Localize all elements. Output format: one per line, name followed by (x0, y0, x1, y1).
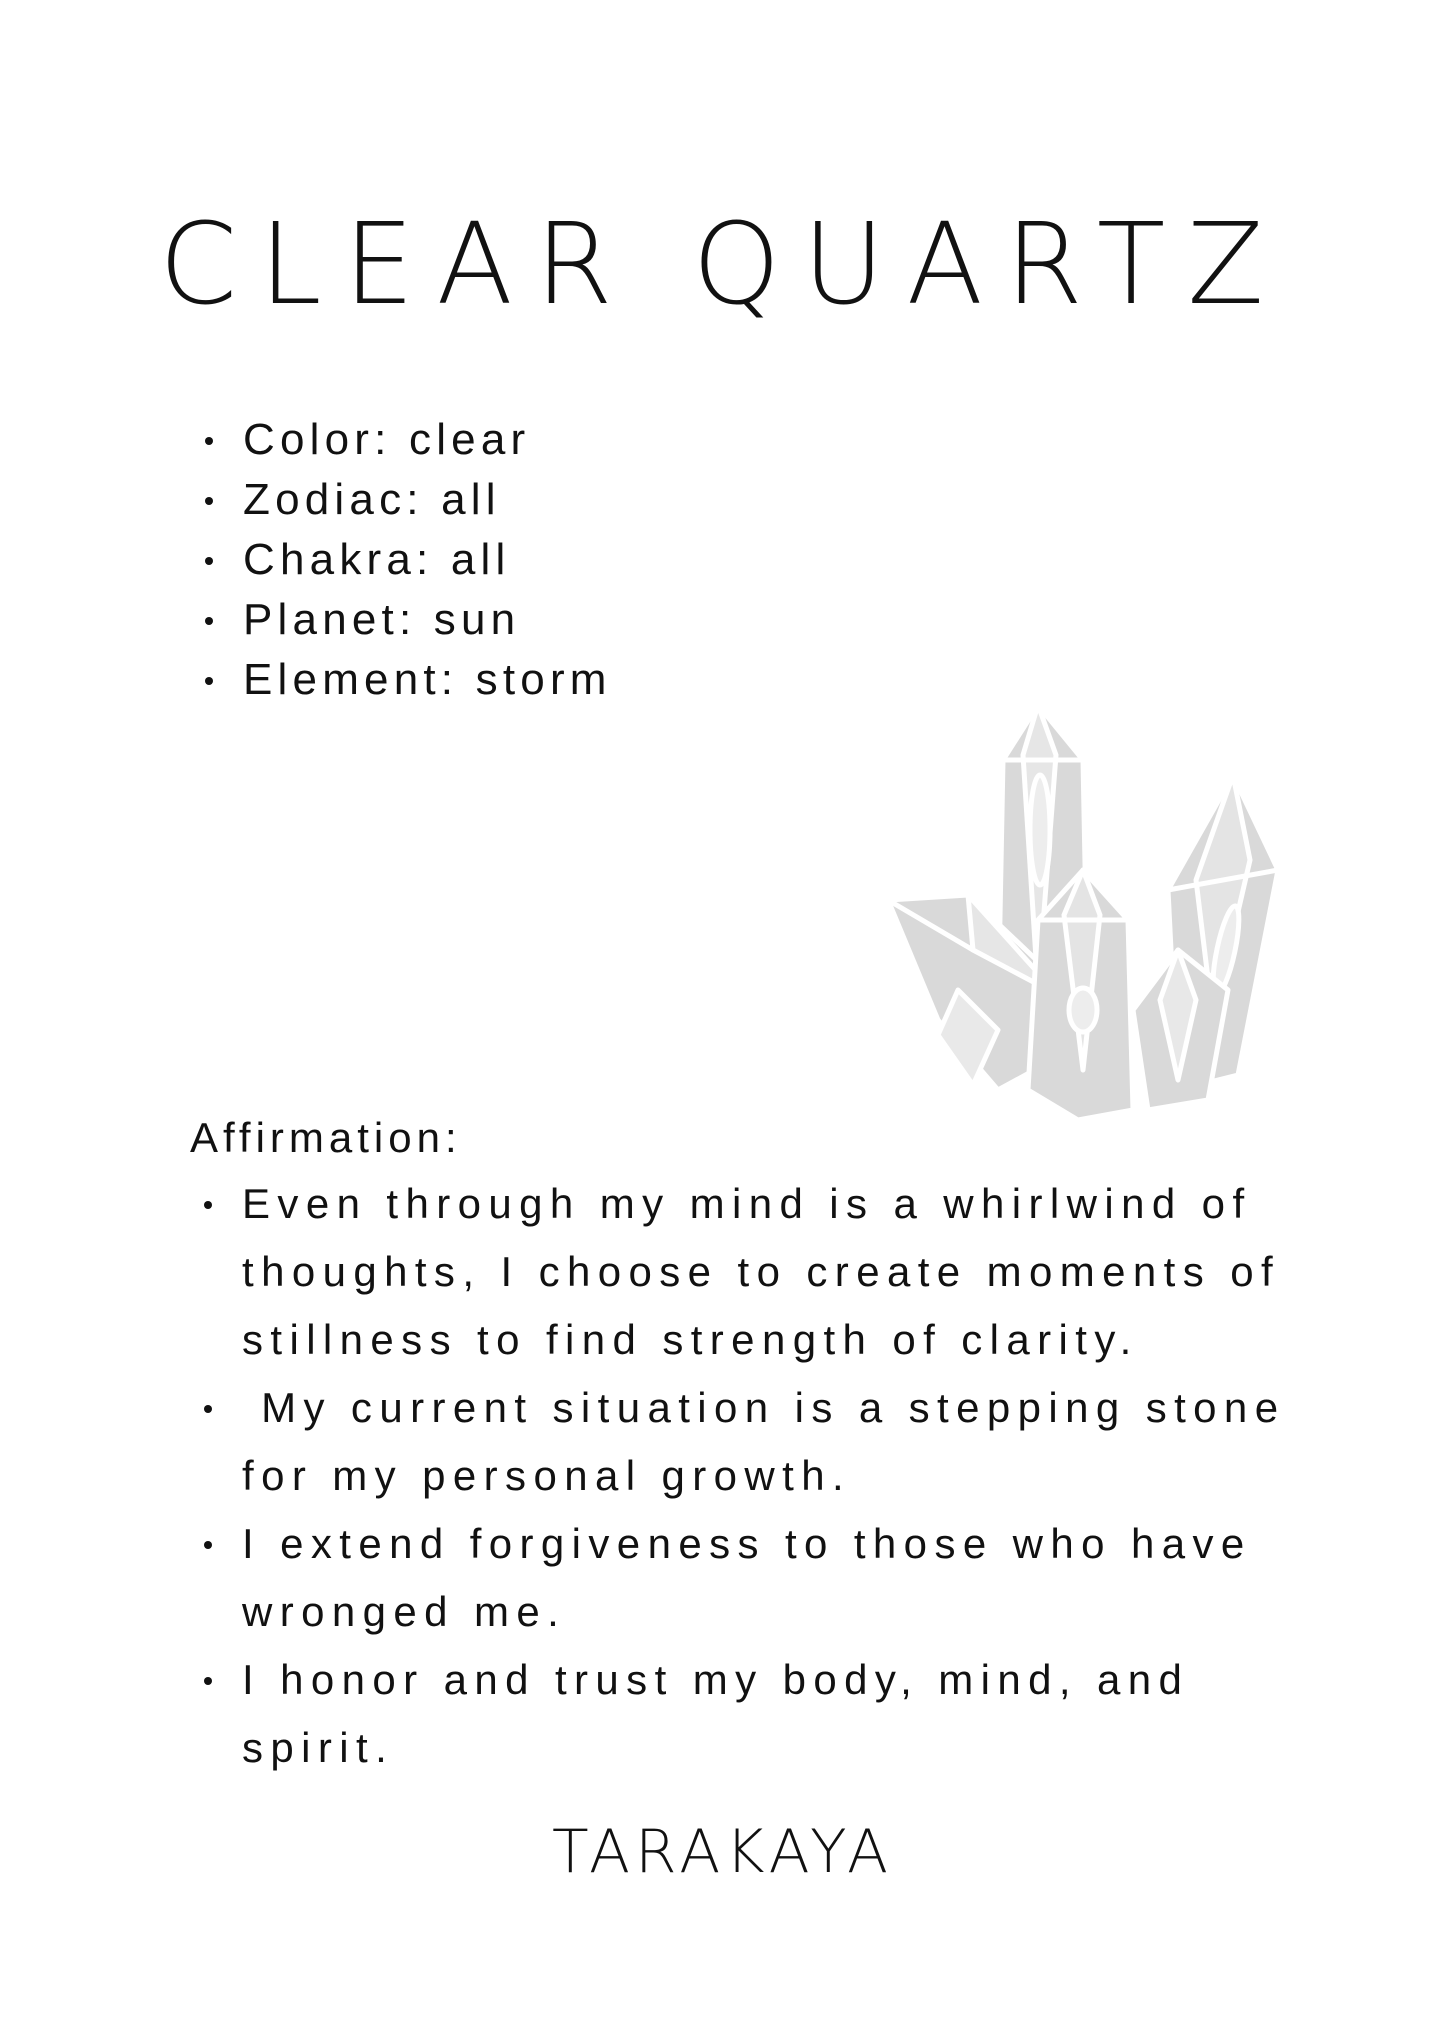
crystal-cluster-icon (878, 690, 1298, 1120)
affirmation-heading: Affirmation: (190, 1114, 462, 1161)
bullet-icon (204, 1201, 212, 1209)
property-text: Color: clear (243, 415, 531, 464)
property-item (205, 470, 612, 530)
bullet-icon (205, 617, 213, 625)
property-text: Chakra: all (243, 535, 511, 584)
bullet-icon (205, 557, 213, 565)
property-item (205, 530, 612, 590)
affirmation-item (204, 1374, 1344, 1510)
property-item (205, 650, 612, 710)
bullet-icon (204, 1677, 212, 1685)
property-text: Zodiac: all (243, 475, 501, 524)
bullet-icon (205, 497, 213, 505)
brand-name: TARAKAYA (551, 1817, 894, 1887)
bullet-icon (205, 677, 213, 685)
affirmation-text: I extend forgiveness to those who have wronged me. (242, 1520, 1252, 1635)
affirmation-text: My current situation is a stepping stone for my personal growth. (242, 1384, 1305, 1499)
properties-list (205, 410, 612, 710)
property-item (205, 590, 612, 650)
affirmation-item (204, 1646, 1344, 1782)
property-item (205, 410, 612, 470)
affirmation-text: I honor and trust my body, mind, and spirit. (242, 1656, 1190, 1771)
page-title: CLEAR QUARTZ (159, 200, 1286, 330)
property-text: Planet: sun (243, 595, 521, 644)
bullet-icon (204, 1405, 212, 1413)
bullet-icon (205, 437, 213, 445)
affirmation-item (204, 1170, 1344, 1374)
affirmation-list (204, 1170, 1344, 1782)
affirmation-item (204, 1510, 1344, 1646)
bullet-icon (204, 1541, 212, 1549)
affirmation-text: Even through my mind is a whirlwind of thoughts, I choose to create moments of stillness to find strength of clarity. (242, 1180, 1281, 1363)
property-text: Element: storm (243, 655, 612, 704)
